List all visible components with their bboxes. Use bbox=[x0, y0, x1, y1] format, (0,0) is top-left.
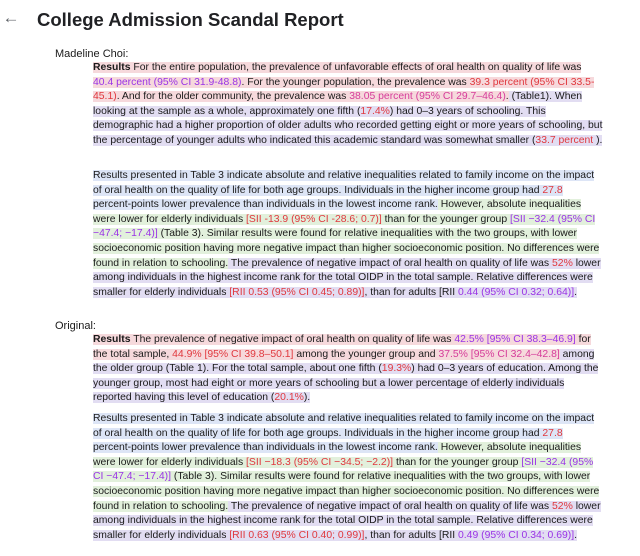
text-segment: The prevalence of negative impact of oral health on quality of life was bbox=[130, 334, 455, 345]
text-segment: However, absolute inequalities were lower for elderly individuals bbox=[93, 442, 582, 468]
stat-value: 20.1% bbox=[274, 392, 304, 404]
text-segment: For the entire population, the prevalence of unfavorable effects of oral health on quality of life was bbox=[130, 62, 582, 73]
section-label-author: Madeline Choi: bbox=[55, 48, 129, 60]
stat-value: 27.8 bbox=[542, 427, 563, 439]
stat-value: 27.8 bbox=[542, 184, 563, 196]
author-inequalities-paragraph bbox=[93, 169, 603, 300]
stat-value: 19.3% bbox=[381, 363, 412, 375]
text-segment: , than for adults [RII bbox=[364, 529, 459, 541]
text-segment: . And for the older community, the prevalence was bbox=[116, 91, 350, 103]
results-heading: Results bbox=[93, 62, 131, 73]
stat-value: 0.49 (95% CI 0.34; 0.69)] bbox=[458, 529, 575, 541]
text-segment: among the older group (Table 1). For the total sample, about one fifth ( bbox=[93, 348, 595, 375]
text-segment: than for the younger group bbox=[381, 213, 511, 225]
text-segment: Results presented in Table 3 indicate absolute and relative inequalities related to family income on the impact of oral health on the quality of life for both age groups. Individuals in the higher income group had bbox=[93, 413, 595, 439]
text-segment: The prevalence of negative impact of oral health on quality of life was bbox=[228, 257, 553, 269]
arrow-left-icon[interactable]: ← bbox=[2, 8, 20, 27]
stat-value: 0.44 (95% CI 0.32; 0.64)] bbox=[458, 286, 575, 298]
stat-value: 52% bbox=[552, 500, 573, 512]
text-segment: percent-points lower prevalence than individuals in the lowest income rank. bbox=[93, 199, 438, 211]
stat-value: 33.7 percent bbox=[535, 134, 594, 146]
text-segment: lower among individuals in the highest income rank for the total OIDP in the total sample. Relative differences were smaller for elderly individuals bbox=[93, 500, 601, 541]
text-segment: . bbox=[505, 91, 509, 103]
text-segment: , than for adults [RII bbox=[364, 286, 459, 298]
text-segment: percent-points lower prevalence than individuals in the lowest income rank. bbox=[93, 442, 438, 454]
header-bar bbox=[0, 0, 640, 40]
stat-value: 42.5% [95% CI 38.3–46.9] bbox=[454, 334, 576, 345]
stat-value: 40.4 percent bbox=[93, 76, 151, 88]
text-segment: ) had 0–3 years of schooling. This demographic had a higher proportion of older adults who recorded getting eight or more years of schooling, but the percentage of younger adults who indicated this academic standard was somewhat smaller ( bbox=[93, 105, 603, 146]
stat-value: 52% bbox=[552, 257, 573, 269]
stat-value: 37.5% [95% CI 32.4–42.8] bbox=[438, 348, 560, 360]
author-results-paragraph bbox=[93, 61, 603, 149]
text-segment: ). bbox=[593, 134, 603, 146]
stat-value: [RII 0.63 (95% CI 0.40; 0.99)] bbox=[229, 529, 365, 541]
stat-value: [SII −18.3 (95% CI −34.5; −2.2)] bbox=[246, 456, 394, 468]
text-segment: Results presented in Table 3 indicate absolute and relative inequalities related to family income on the impact of oral health on the quality of life for both age groups. Individuals in the higher income group had bbox=[93, 170, 595, 196]
stat-value: 38.05 percent (95% CI 29.7–46.4) bbox=[349, 91, 506, 103]
text-segment: The prevalence of negative impact of oral health on quality of life was bbox=[228, 500, 553, 512]
text-segment: . bbox=[574, 286, 578, 298]
text-segment: among the younger group and bbox=[293, 348, 439, 360]
original-results-paragraph bbox=[93, 333, 603, 406]
stat-value: [RII 0.53 (95% CI 0.45; 0.89)] bbox=[229, 286, 365, 298]
text-segment: (Table 3). Similar results were found for relative inequalities with the two groups, with lower socioeconomic position having more negative impact than higher socioeconomic position. No differences were found in relation to schooling. bbox=[93, 228, 600, 269]
stat-value: [SII -13.9 (95% CI -28.6; 0.7)] bbox=[246, 213, 382, 225]
text-segment: lower among individuals in the highest income rank for the total OIDP in the total sample. Relative differences were smaller for elderly individuals bbox=[93, 257, 601, 298]
original-inequalities-paragraph bbox=[93, 412, 603, 543]
text-segment: ). bbox=[303, 392, 311, 404]
stat-value: 39.3 percent (95% CI 33.5-45.1) bbox=[93, 76, 595, 103]
stat-value: 17.4% bbox=[360, 105, 390, 117]
section-label-original: Original: bbox=[55, 320, 96, 332]
stat-value: [SII −32.4 (95% CI −47.4; −17.4)] bbox=[93, 456, 594, 483]
stat-value: [SII −32.4 (95% CI −47.4; −17.4)] bbox=[93, 213, 596, 240]
text-segment: . bbox=[574, 529, 578, 541]
results-heading: Results bbox=[93, 334, 131, 345]
text-segment: . For the younger population, the prevalence was bbox=[241, 76, 470, 88]
text-segment: However, absolute inequalities were lower for elderly individuals bbox=[93, 199, 582, 225]
stat-value: (95% CI 31.9-48.8) bbox=[150, 76, 242, 88]
text-segment: (Table1). When looking at the sample as a whole, approximately one fifth ( bbox=[93, 91, 583, 117]
page-title: College Admission Scandal Report bbox=[37, 9, 344, 30]
text-segment: than for the younger group bbox=[393, 456, 522, 468]
text-segment: for the total sample, bbox=[93, 334, 591, 360]
text-segment: ) had 0–3 years of education. Among the younger group, most had eight or more years of schooling but a lower percentage of elderly individuals reported having this level of education ( bbox=[93, 363, 599, 404]
text-segment: (Table 3). Similar results were found for relative inequalities with the two groups, with lower socioeconomic position having more negative impact than higher socioeconomic position. No differences were found in relation to schooling. bbox=[93, 471, 600, 512]
stat-value: 44.9% [95% CI 39.8–50.1] bbox=[172, 348, 294, 360]
